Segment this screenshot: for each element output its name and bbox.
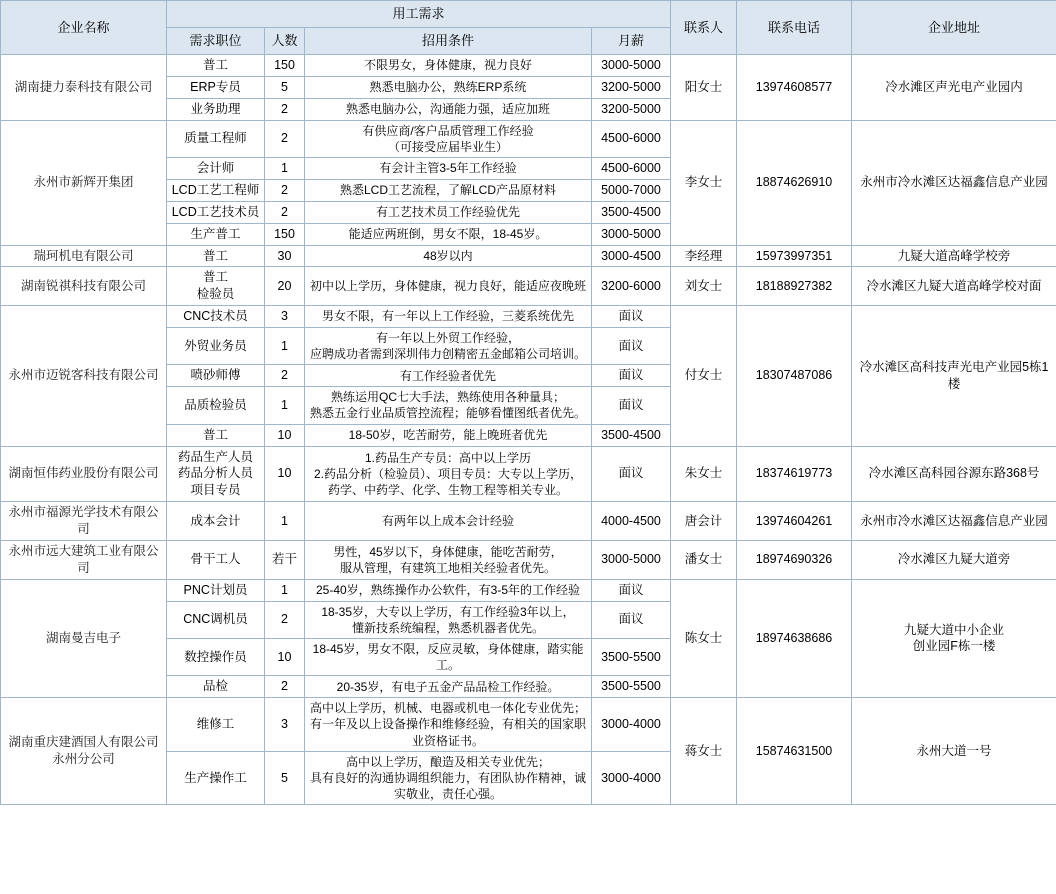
cell-condition: 熟悉电脑办公，熟练ERP系统 [305,76,592,98]
cell-salary: 3500-5500 [592,676,671,698]
cell-condition: 能适应两班倒，男女不限，18-45岁。 [305,223,592,245]
cell-count: 2 [265,179,305,201]
table-body [1,55,1056,805]
header-address: 企业地址 [852,1,1056,55]
cell-salary: 面议 [592,306,671,328]
cell-count: 10 [265,446,305,502]
cell-position: 普工 检验员 [167,267,265,306]
cell-company: 湖南锐祺科技有限公司 [1,267,167,306]
cell-condition: 有工作经验者优先 [305,365,592,387]
cell-salary: 3200-5000 [592,98,671,120]
cell-count: 10 [265,638,305,675]
cell-phone: 13974604261 [737,502,852,541]
cell-position: 维修工 [167,698,265,752]
cell-salary: 面议 [592,328,671,365]
table-header-row-1 [1,1,1056,28]
cell-position: 普工 [167,424,265,446]
cell-condition: 20-35岁，有电子五金产品品检工作经验。 [305,676,592,698]
cell-contact: 李女士 [671,120,737,245]
cell-condition: 25-40岁，熟练操作办公软件，有3-5年的工作经验 [305,579,592,601]
cell-salary: 面议 [592,601,671,638]
cell-condition: 初中以上学历，身体健康，视力良好，能适应夜晚班 [305,267,592,306]
cell-salary: 3000-5000 [592,223,671,245]
cell-address: 九疑大道中小企业 创业园F栋一楼 [852,579,1056,698]
cell-phone: 18307487086 [737,306,852,446]
cell-condition: 1.药品生产专员：高中以上学历 2.药品分析（检验员）、项目专员：大专以上学历， 药学、中药学、化学、生物工程等相关专业。 [305,446,592,502]
header-position: 需求职位 [167,28,265,55]
cell-contact: 陈女士 [671,579,737,698]
cell-condition: 有工艺技术员工作经验优先 [305,201,592,223]
cell-position: 喷砂师傅 [167,365,265,387]
cell-phone: 15874631500 [737,698,852,805]
cell-address: 冷水滩区高科园谷源东路368号 [852,446,1056,502]
header-phone: 联系电话 [737,1,852,55]
cell-condition: 不限男女，身体健康，视力良好 [305,55,592,77]
table-row [1,698,1056,752]
table-row [1,579,1056,601]
header-condition: 招用条件 [305,28,592,55]
table-row [1,245,1056,267]
cell-position: 外贸业务员 [167,328,265,365]
cell-count: 150 [265,223,305,245]
cell-salary: 4500-6000 [592,120,671,157]
cell-count: 30 [265,245,305,267]
cell-condition: 有供应商/客户品质管理工作经验 （可接受应届毕业生） [305,120,592,157]
cell-salary: 面议 [592,579,671,601]
cell-count: 1 [265,502,305,541]
cell-phone: 15973997351 [737,245,852,267]
cell-contact: 唐会计 [671,502,737,541]
cell-company: 瑞珂机电有限公司 [1,245,167,267]
cell-phone: 13974608577 [737,55,852,121]
cell-contact: 李经理 [671,245,737,267]
cell-position: 生产操作工 [167,751,265,805]
cell-count: 3 [265,306,305,328]
table-row [1,446,1056,502]
cell-position: 业务助理 [167,98,265,120]
cell-salary: 3200-5000 [592,76,671,98]
cell-count: 3 [265,698,305,752]
cell-condition: 有一年以上外贸工作经验， 应聘成功者需到深圳伟力创精密五金邮箱公司培训。 [305,328,592,365]
cell-position: 普工 [167,55,265,77]
cell-position: LCD工艺工程师 [167,179,265,201]
cell-condition: 18-50岁，吃苦耐劳，能上晚班者优先 [305,424,592,446]
cell-contact: 朱女士 [671,446,737,502]
cell-phone: 18374619773 [737,446,852,502]
table-row [1,306,1056,328]
cell-condition: 男性，45岁以下，身体健康，能吃苦耐劳， 服从管理，有建筑工地相关经验者优先。 [305,540,592,579]
cell-count: 5 [265,751,305,805]
cell-count: 10 [265,424,305,446]
cell-condition: 高中以上学历，酿造及相关专业优先； 具有良好的沟通协调组织能力，有团队协作精神，诚 实敬业，责任心强。 [305,751,592,805]
cell-salary: 3000-4000 [592,751,671,805]
cell-salary: 面议 [592,387,671,424]
cell-condition: 18-45岁，男女不限，反应灵敏，身体健康，踏实能工。 [305,638,592,675]
cell-phone: 18974690326 [737,540,852,579]
cell-salary: 3000-4500 [592,245,671,267]
cell-company: 永州市新辉开集团 [1,120,167,245]
cell-position: CNC技术员 [167,306,265,328]
cell-address: 永州大道一号 [852,698,1056,805]
cell-address: 冷水滩区九疑大道旁 [852,540,1056,579]
cell-contact: 刘女士 [671,267,737,306]
cell-contact: 潘女士 [671,540,737,579]
table-row [1,120,1056,157]
cell-address: 九疑大道高峰学校旁 [852,245,1056,267]
cell-contact: 蒋女士 [671,698,737,805]
cell-company: 永州市迈锐客科技有限公司 [1,306,167,446]
cell-salary: 4000-4500 [592,502,671,541]
cell-salary: 3000-5000 [592,55,671,77]
cell-count: 1 [265,387,305,424]
cell-salary: 3500-4500 [592,201,671,223]
header-company: 企业名称 [1,1,167,55]
cell-phone: 18874626910 [737,120,852,245]
cell-position: 骨干工人 [167,540,265,579]
cell-position: LCD工艺技术员 [167,201,265,223]
cell-salary: 面议 [592,365,671,387]
cell-count: 2 [265,120,305,157]
cell-count: 20 [265,267,305,306]
cell-company: 湖南恒伟药业股份有限公司 [1,446,167,502]
cell-count: 1 [265,579,305,601]
cell-company: 湖南重庆建酒国人有限公司 永州分公司 [1,698,167,805]
cell-address: 冷水滩区九疑大道高峰学校对面 [852,267,1056,306]
cell-position: 质量工程师 [167,120,265,157]
cell-salary: 3500-5500 [592,638,671,675]
cell-salary: 3000-5000 [592,540,671,579]
table-row [1,540,1056,579]
cell-address: 永州市冷水滩区达福鑫信息产业园 [852,502,1056,541]
cell-count: 150 [265,55,305,77]
cell-position: PNC计划员 [167,579,265,601]
cell-company: 永州市远大建筑工业有限公司 [1,540,167,579]
cell-salary: 3000-4000 [592,698,671,752]
table-row [1,55,1056,77]
cell-company: 湖南捷力泰科技有限公司 [1,55,167,121]
cell-salary: 3500-4500 [592,424,671,446]
cell-phone: 18188927382 [737,267,852,306]
cell-condition: 熟悉电脑办公，沟通能力强，适应加班 [305,98,592,120]
cell-count: 1 [265,158,305,180]
cell-count: 2 [265,98,305,120]
cell-condition: 有两年以上成本会计经验 [305,502,592,541]
cell-salary: 面议 [592,446,671,502]
cell-company: 永州市福源光学技术有限公司 [1,502,167,541]
table-row [1,267,1056,306]
cell-count: 2 [265,201,305,223]
cell-position: 普工 [167,245,265,267]
cell-address: 冷水滩区高科技声光电产业园5栋1楼 [852,306,1056,446]
cell-condition: 高中以上学历，机械、电器或机电一体化专业优先； 有一年及以上设备操作和维修经验，有相关的国家职 业资格证书。 [305,698,592,752]
cell-condition: 18-35岁，大专以上学历，有工作经验3年以上， 懂新技系统编程，熟悉机器者优先。 [305,601,592,638]
cell-condition: 熟练运用QC七大手法，熟练使用各种量具； 熟悉五金行业品质管控流程；能够看懂图纸者优先。 [305,387,592,424]
cell-position: 会计师 [167,158,265,180]
cell-position: 品检 [167,676,265,698]
cell-address: 冷水滩区声光电产业园内 [852,55,1056,121]
cell-salary: 4500-6000 [592,158,671,180]
cell-condition: 有会计主管3-5年工作经验 [305,158,592,180]
cell-salary: 3200-6000 [592,267,671,306]
cell-count: 若干 [265,540,305,579]
cell-count: 5 [265,76,305,98]
cell-condition: 熟悉LCD工艺流程，了解LCD产品原材料 [305,179,592,201]
cell-position: 品质检验员 [167,387,265,424]
cell-salary: 5000-7000 [592,179,671,201]
header-demand-group: 用工需求 [167,1,671,28]
cell-condition: 男女不限，有一年以上工作经验，三菱系统优先 [305,306,592,328]
table-row [1,502,1056,541]
cell-position: 生产普工 [167,223,265,245]
cell-position: CNC调机员 [167,601,265,638]
header-salary: 月薪 [592,28,671,55]
cell-position: 成本会计 [167,502,265,541]
header-contact: 联系人 [671,1,737,55]
cell-count: 2 [265,676,305,698]
table-header [1,1,1056,55]
cell-position: 数控操作员 [167,638,265,675]
cell-condition: 48岁以内 [305,245,592,267]
cell-contact: 付女士 [671,306,737,446]
header-count: 人数 [265,28,305,55]
cell-company: 湖南曼吉电子 [1,579,167,698]
cell-phone: 18974638686 [737,579,852,698]
cell-count: 1 [265,328,305,365]
cell-position: ERP专员 [167,76,265,98]
cell-contact: 阳女士 [671,55,737,121]
cell-position: 药品生产人员 药品分析人员 项目专员 [167,446,265,502]
cell-address: 永州市冷水滩区达福鑫信息产业园 [852,120,1056,245]
cell-count: 2 [265,601,305,638]
cell-count: 2 [265,365,305,387]
